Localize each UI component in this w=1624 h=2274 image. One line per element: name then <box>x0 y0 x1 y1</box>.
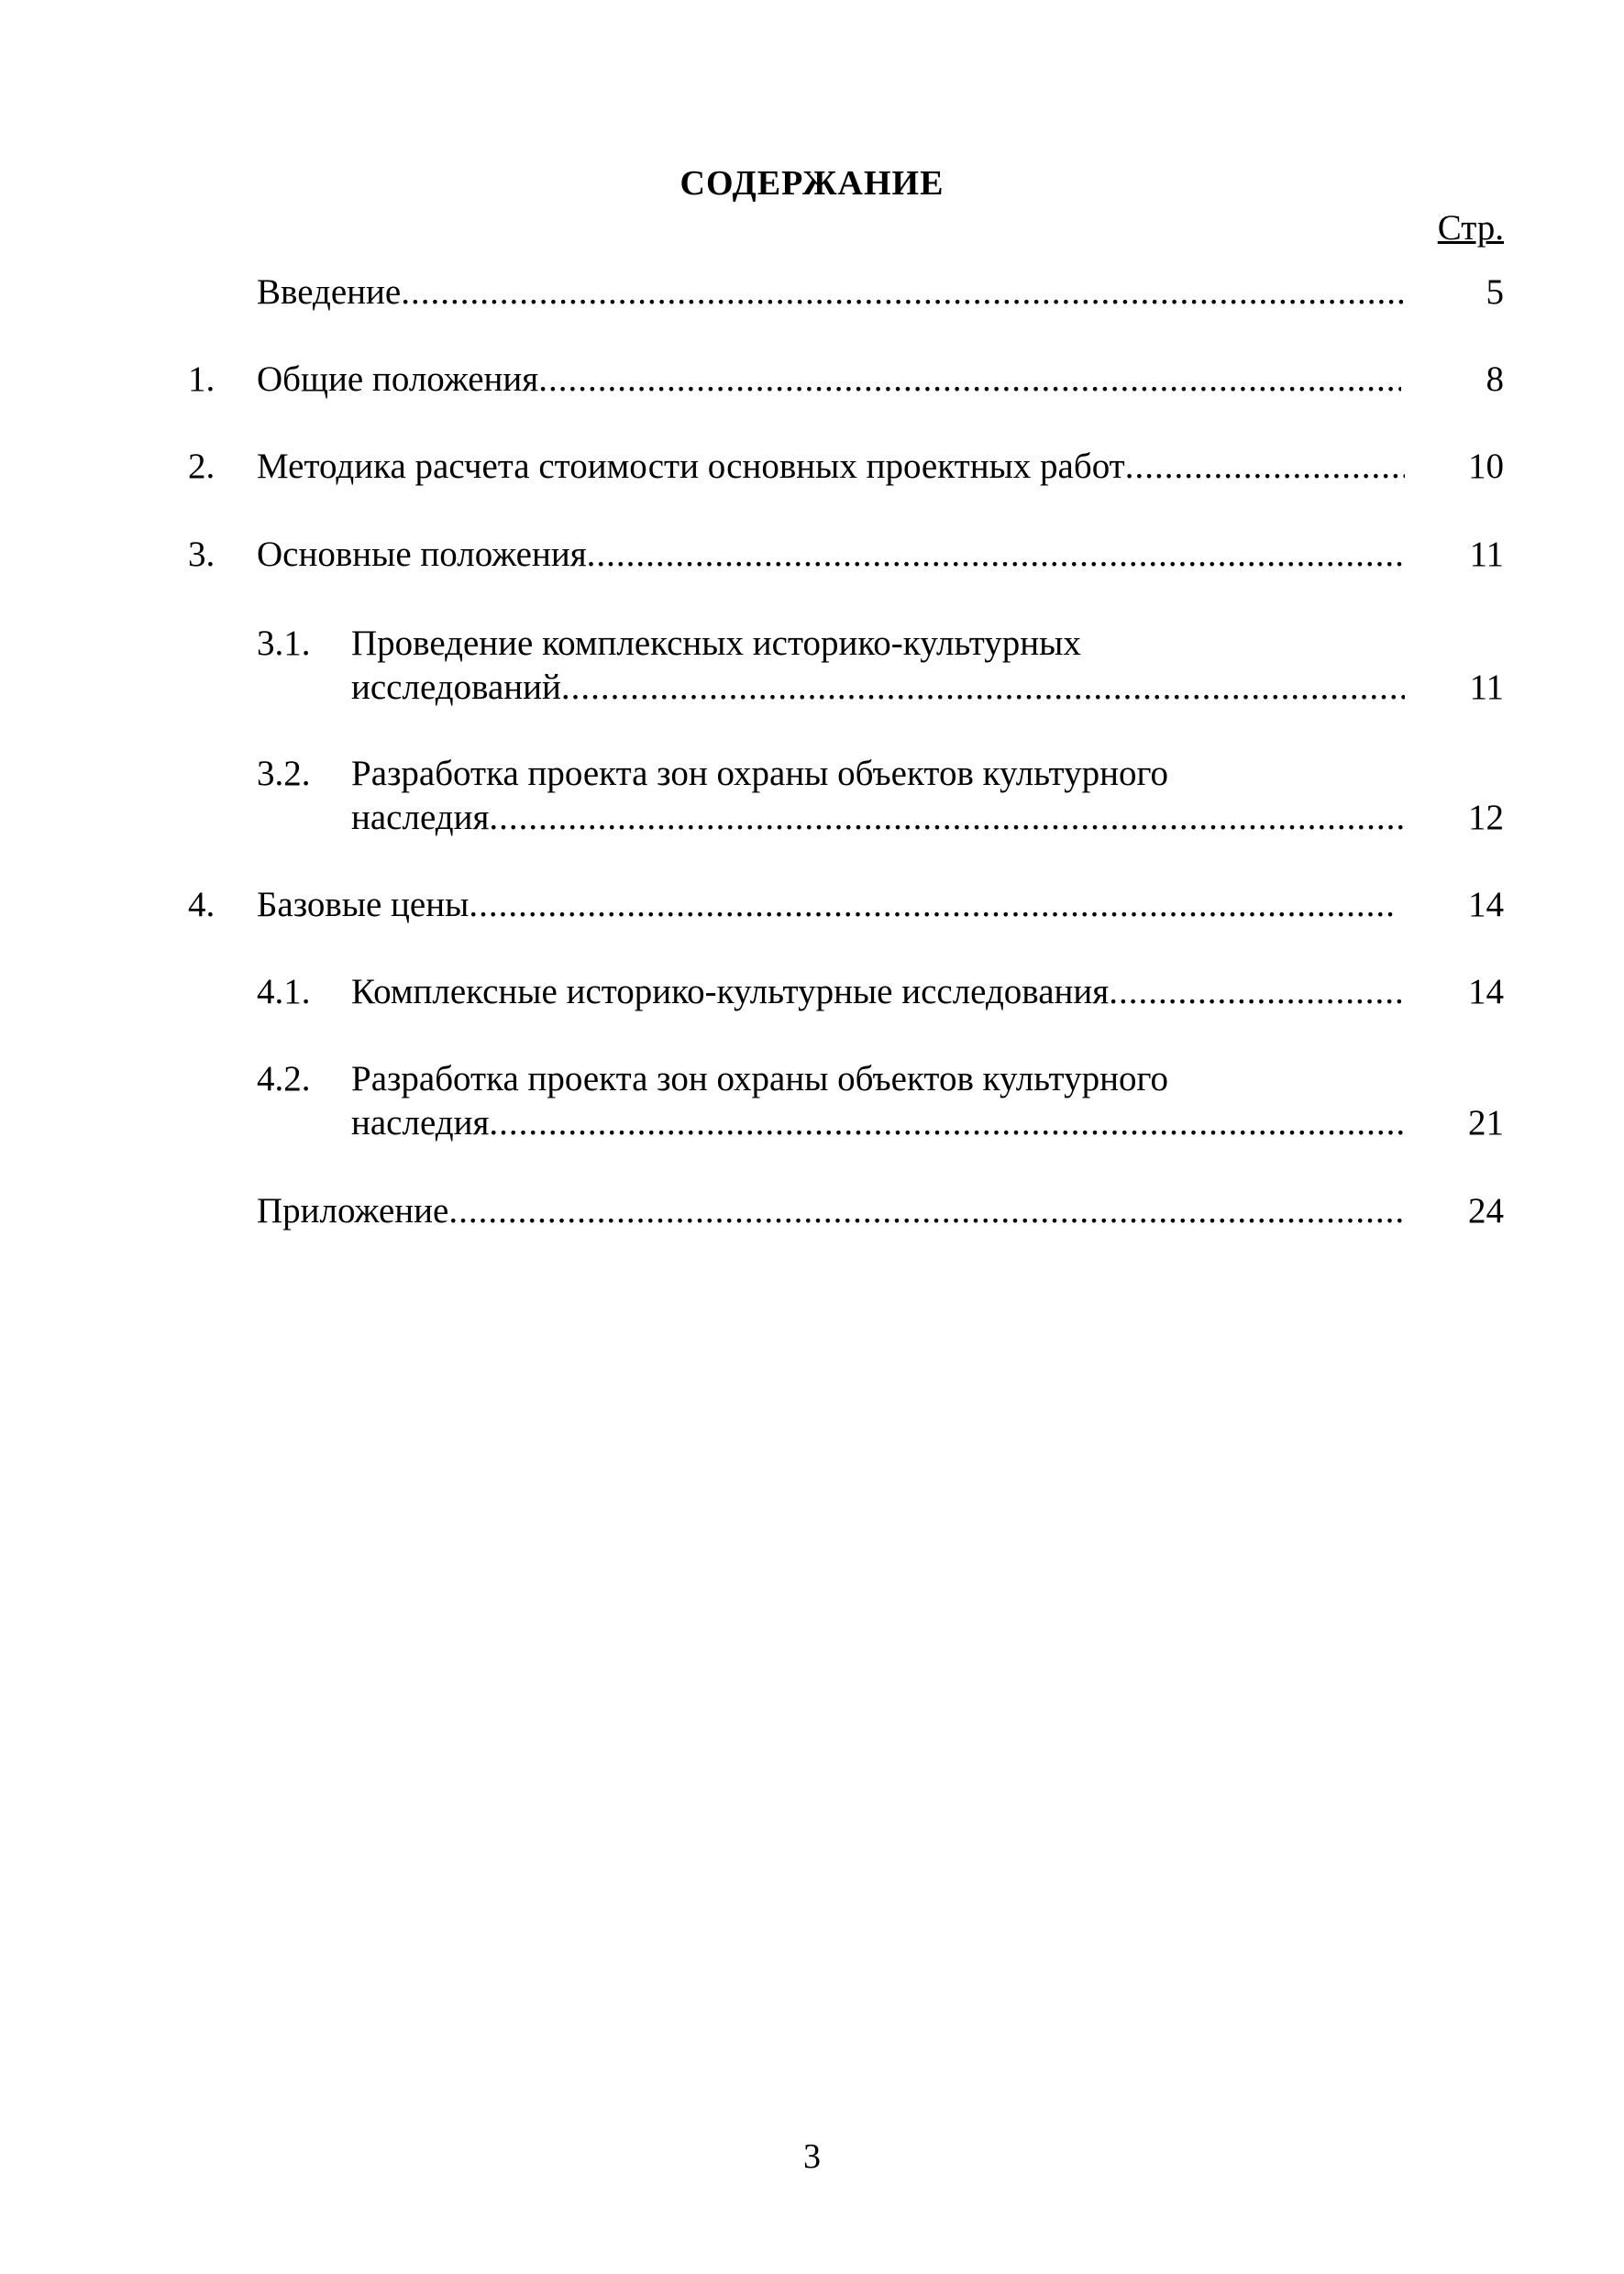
toc-entry-title-line2: наследия <box>351 1103 490 1143</box>
toc-title: СОДЕРЖАНИЕ <box>679 164 945 203</box>
dot-leader <box>489 796 1405 840</box>
toc-entry-title: Комплексные историко-культурные исследования <box>351 972 1110 1011</box>
toc-entry-title-line2: исследований <box>351 668 561 707</box>
toc-entry-page: 21 <box>1468 1103 1504 1143</box>
toc-entry-title: Методика расчета стоимости основных проектных работ <box>257 447 1125 486</box>
toc-entry-title-line1: Разработка проекта зон охраны объектов культурного <box>351 1059 1168 1098</box>
toc-entry-number: 2. <box>188 447 215 486</box>
dot-leader <box>448 1189 1405 1233</box>
page-number: 3 <box>803 2137 821 2176</box>
toc-entry-page: 8 <box>1486 359 1504 399</box>
dot-leader <box>561 666 1405 710</box>
toc-entry-title-line1: Разработка проекта зон охраны объектов культурного <box>351 754 1168 793</box>
dot-leader <box>587 533 1405 577</box>
toc-entry-number: 4. <box>188 885 215 924</box>
toc-entry-page: 5 <box>1486 272 1504 312</box>
page-column-header: Стр. <box>1437 208 1504 248</box>
toc-entry-title: Основные положения <box>257 535 587 574</box>
dot-leader <box>1109 970 1401 1014</box>
toc-entry-page: 14 <box>1468 972 1504 1011</box>
toc-entry-number: 4.2. <box>257 1059 311 1098</box>
dot-leader <box>489 1101 1405 1145</box>
toc-entry-page: 14 <box>1468 885 1504 924</box>
toc-entry-page: 12 <box>1468 798 1504 837</box>
toc-entry-title: Общие положения <box>257 359 539 399</box>
toc-entry-title-line1: Проведение комплексных историко-культурных <box>351 624 1081 663</box>
toc-entry-number: 1. <box>188 359 215 399</box>
toc-entry-title-line2: наследия <box>351 798 490 837</box>
toc-entry-title: Базовые цены <box>257 885 470 924</box>
toc-entry-title: Приложение <box>257 1191 449 1231</box>
dot-leader <box>1125 445 1405 489</box>
toc-entry-number: 3. <box>188 535 215 574</box>
toc-entry-number: 3.2. <box>257 754 311 793</box>
toc-entry-page: 11 <box>1469 535 1504 574</box>
dot-leader <box>538 358 1401 402</box>
toc-entry-page: 11 <box>1469 668 1504 707</box>
toc-entry-page: 24 <box>1468 1191 1504 1231</box>
dot-leader <box>401 270 1403 315</box>
toc-entry-number: 3.1. <box>257 624 311 663</box>
toc-entry-number: 4.1. <box>257 972 311 1011</box>
toc-entry-page: 10 <box>1468 447 1504 486</box>
toc-entry-title: Введение <box>257 272 402 312</box>
dot-leader <box>469 883 1394 927</box>
